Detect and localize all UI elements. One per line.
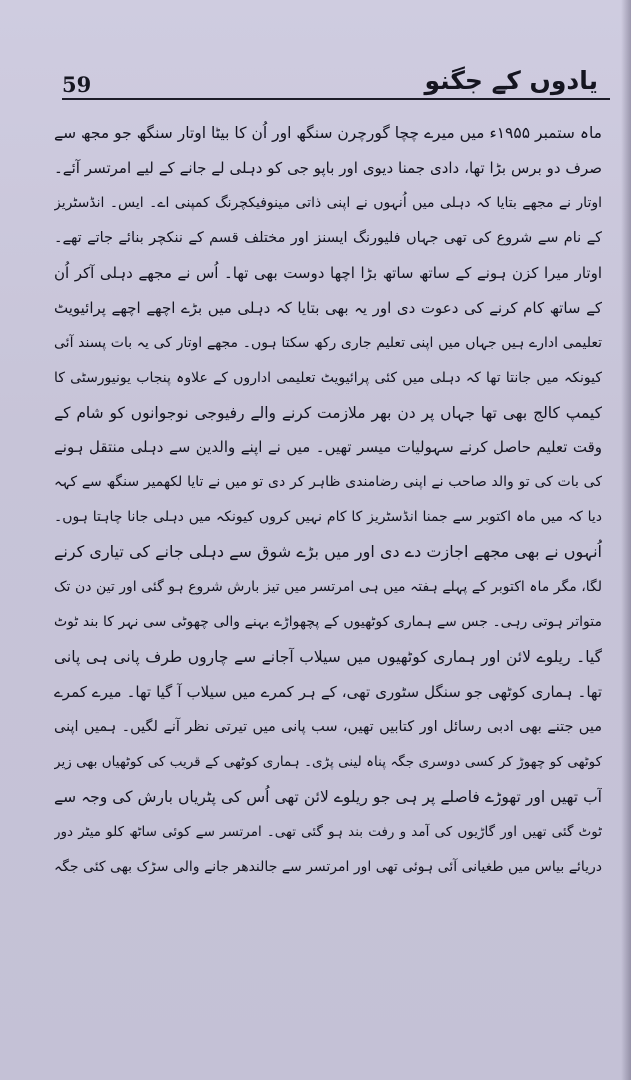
text-line: ماہ ستمبر ۱۹۵۵ء میں میرے چچا گورچرن سنگھ اور اُن کا بیٹا اوتار سنگھ جو مجھ سے — [54, 124, 602, 142]
header-rule — [62, 98, 610, 100]
text-line: کیونکہ میں جانتا تھا کہ دہلی میں کئی پرائیویٹ تعلیمی اداروں کے علاوہ پنجاب یونیورسٹی کا — [54, 369, 602, 386]
text-line: گیا۔ ریلوے لائن اور ہماری کوٹھیوں میں سیلاب آجانے سے چاروں طرف پانی ہی پانی — [54, 648, 602, 667]
page-number: 59 — [62, 72, 92, 97]
text-line: دریائے بیاس میں طغیانی آئی ہوئی تھی اور امرتسر سے جالندھر جانے والی سڑک بھی کئی جگہ — [54, 858, 602, 875]
text-line: ٹوٹ گئی تھیں اور گاڑیوں کی آمد و رفت بند ہو گئی تھی۔ امرتسر سے کوئی ساٹھ کلو میٹر دور — [54, 823, 602, 840]
text-line: کے نام سے شروع کی تھی جہاں فلیورنگ ایسنز اور مختلف قسم کے ننکچر بنائے جاتے تھے۔ — [54, 229, 602, 246]
text-line: دیا کہ میں ماہ اکتوبر سے جمنا انڈسٹریز کا کام نہیں کروں کیونکہ میں دہلی جانا چاہتا ہوں۔ — [54, 509, 602, 526]
text-line: صرف دو برس بڑا تھا، دادی جمنا دیوی اور باپو جی کو دہلی لے جانے کے لیے امرتسر آئے۔ — [54, 158, 602, 177]
page-edge-shadow — [621, 0, 631, 1080]
text-line: اُنہوں نے بھی مجھے اجازت دے دی اور میں بڑے شوق سے دہلی جانے کی تیاری کرنے — [54, 542, 602, 562]
text-line: تھا۔ ہماری کوٹھی جو سنگل سٹوری تھی، کے ہر کمرے میں سیلاب آ گیا تھا۔ میرے کمرے — [54, 683, 602, 701]
text-line: کیمپ کالج بھی تھا جہاں پر دن بھر ملازمت کرنے والے رفیوجی نوجوانوں کو شام کے — [54, 403, 602, 422]
running-header — [62, 68, 610, 108]
text-line: اوتار نے مجھے بتایا کہ دہلی میں اُنہوں نے اپنی ذاتی مینوفیکچرنگ کمپنی اے۔ ایس۔ انڈسٹریز — [54, 194, 602, 211]
text-line: کے ساتھ کام کرنے کی دعوت دی اور یہ بھی بتایا کہ دہلی میں بڑے اچھے اچھے پرائیویٹ — [54, 298, 602, 317]
text-line: وقت تعلیم حاصل کرنے سہولیات میسر تھیں۔ میں نے اپنے والدین سے دہلی منتقل ہونے — [54, 438, 602, 457]
body-text — [54, 116, 602, 1046]
text-line: کوٹھی کو چھوڑ کر کسی دوسری جگہ پناہ لینی پڑی۔ ہماری کوٹھی کے قریب کی کوٹھیاں بھی زیر — [54, 753, 602, 770]
text-line: میں جتنے بھی ادبی رسائل اور کتابیں تھیں، سب پانی میں تیرتی نظر آنے لگیں۔ ہمیں اپنی — [54, 718, 602, 735]
text-line: کی بات کی تو والد صاحب نے اپنی رضامندی ظاہر کر دی تو میں نے تایا لکھمیر سنگھ سے کہہ — [54, 474, 602, 491]
text-line: تعلیمی ادارے ہیں جہاں میں اپنی تعلیم جاری رکھ سکتا ہوں۔ مجھے اوتار کی یہ بات پسند آئی — [54, 334, 602, 351]
text-line: اوتار میرا کزن ہونے کے ساتھ ساتھ بڑا اچھا دوست بھی تھا۔ اُس نے مجھے دہلی آکر اُن — [54, 263, 602, 282]
text-line: آب تھیں اور تھوڑے فاصلے پر ہی جو ریلوے لائن تھی اُس کی پٹریاں بارش کی وجہ سے — [54, 787, 602, 806]
text-line: لگا، مگر ماہ اکتوبر کے پہلے ہفتہ میں ہی امرتسر میں تیز بارش شروع ہو گئی اور تین دن تک — [54, 579, 602, 596]
book-title: یادوں کے جگنو — [424, 66, 598, 95]
text-line: متواتر ہوتی رہی۔ جس سے ہماری کوٹھیوں کے پچھواڑے بہنے والی چھوٹی سی نہر کا بند ٹوٹ — [54, 614, 602, 631]
